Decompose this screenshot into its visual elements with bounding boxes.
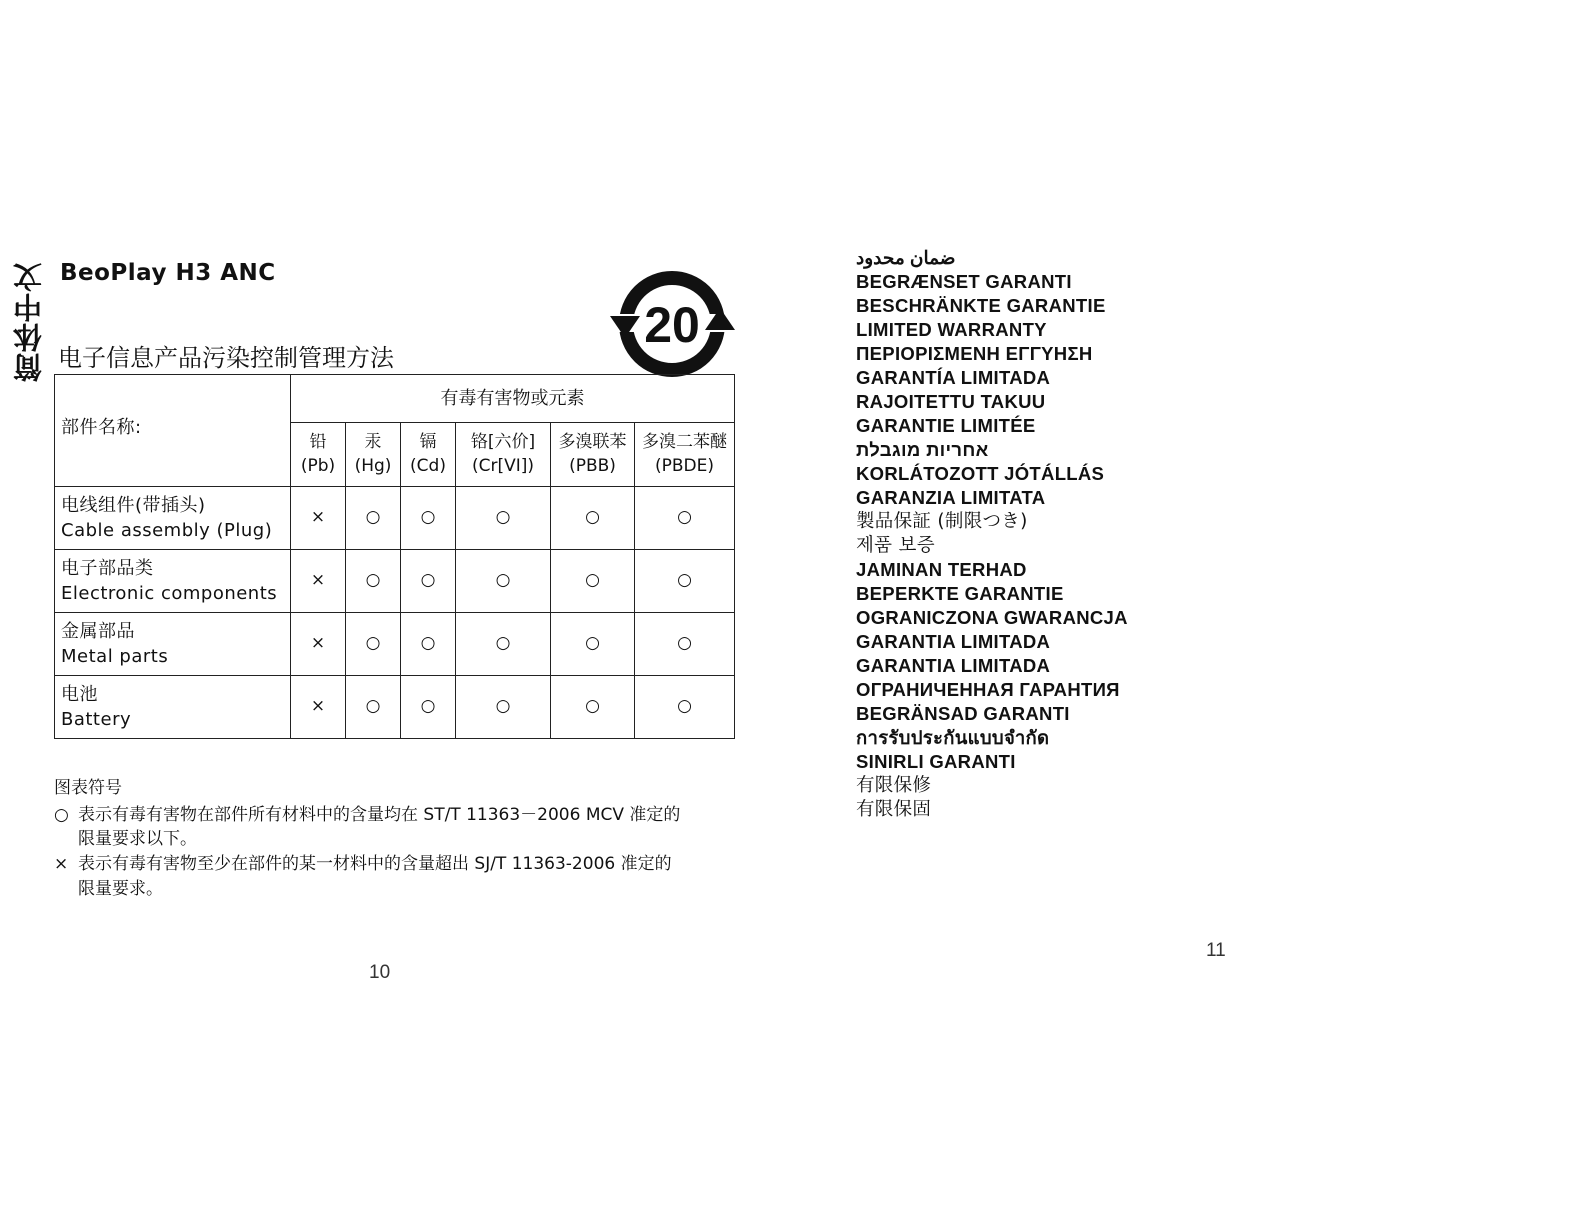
legend-symbol: ○ <box>54 804 69 825</box>
warranty-title: SINIRLI GARANTI <box>856 751 1016 772</box>
epup-logo-number: 20 <box>644 297 700 353</box>
mark-cell: ○ <box>551 487 635 550</box>
warranty-title: GARANTIE LIMITÉE <box>856 415 1036 436</box>
warranty-title: GARANZIA LIMITATA <box>856 487 1046 508</box>
part-name-cell: 电池 Battery <box>55 676 291 739</box>
warranty-title: LIMITED WARRANTY <box>856 319 1047 340</box>
legend-item: × 表示有毒有害物至少在部件的某一材料中的含量超出 SJ/T 11363-2006 准定的 限量要求。 <box>54 852 734 901</box>
warranty-title: BEGRÆNSET GARANTI <box>856 271 1072 292</box>
warranty-title: KORLÁTOZOTT JÓTÁLLÁS <box>856 463 1105 484</box>
warranty-titles-list <box>856 246 1128 822</box>
mark-cell: ○ <box>456 676 551 739</box>
warranty-title: 有限保修 <box>856 775 932 796</box>
warranty-title: 製品保証 (制限つき) <box>856 511 1028 532</box>
mark-cell: ○ <box>551 550 635 613</box>
mark-cell: ○ <box>456 550 551 613</box>
product-name: BeoPlay H3 ANC <box>60 260 276 286</box>
warranty-title: BESCHRÄNKTE GARANTIE <box>856 295 1106 316</box>
mark-cell: ○ <box>401 613 456 676</box>
mark-cell: ○ <box>635 487 735 550</box>
element-header: 多溴联苯 (PBB) <box>551 423 635 487</box>
element-header: 汞 (Hg) <box>346 423 401 487</box>
warranty-title: GARANTIA LIMITADA <box>856 631 1051 652</box>
regulation-title: 电子信息产品污染控制管理方法 <box>58 344 394 372</box>
substances-group-header: 有毒有害物或元素 <box>291 375 735 423</box>
table-row <box>55 487 735 550</box>
hazardous-substances-table <box>54 374 735 739</box>
mark-cell: ○ <box>551 676 635 739</box>
warranty-title: ضمان محدود <box>856 247 956 268</box>
warranty-title: BEGRÄNSAD GARANTI <box>856 703 1070 724</box>
mark-cell: × <box>291 676 346 739</box>
mark-cell: ○ <box>401 550 456 613</box>
mark-cell: ○ <box>401 487 456 550</box>
warranty-title: OGRANICZONA GWARANCJA <box>856 607 1128 628</box>
page-number-right: 11 <box>1206 940 1226 961</box>
mark-cell: × <box>291 613 346 676</box>
warranty-title: GARANTIA LIMITADA <box>856 655 1051 676</box>
warranty-title: JAMINAN TERHAD <box>856 559 1027 580</box>
part-name-cell: 金属部品 Metal parts <box>55 613 291 676</box>
mark-cell: ○ <box>635 676 735 739</box>
mark-cell: ○ <box>635 613 735 676</box>
element-header: 多溴二苯醚 (PBDE) <box>635 423 735 487</box>
legend-title: 图表符号 <box>54 778 122 798</box>
mark-cell: ○ <box>346 676 401 739</box>
warranty-title: ОГРАНИЧЕННАЯ ГАРАНТИЯ <box>856 679 1120 700</box>
warranty-title: אחריות מוגבלת <box>856 439 989 460</box>
warranty-title: การรับประกันแบบจำกัด <box>856 727 1050 748</box>
warranty-title: BEPERKTE GARANTIE <box>856 583 1064 604</box>
warranty-title: 제품 보증 <box>856 535 935 556</box>
element-header: 铬[六价] (Cr[VI]) <box>456 423 551 487</box>
mark-cell: × <box>291 550 346 613</box>
table-row <box>55 550 735 613</box>
language-side-tab: 简体中文 <box>12 262 46 382</box>
mark-cell: ○ <box>635 550 735 613</box>
mark-cell: ○ <box>346 487 401 550</box>
part-name-cell: 电线组件(带插头) Cable assembly (Plug) <box>55 487 291 550</box>
warranty-title: ΠΕΡΙΟΡΙΣΜΕΝΗ ΕΓΓΥΗΣΗ <box>856 343 1093 364</box>
mark-cell: × <box>291 487 346 550</box>
part-name-header: 部件名称: <box>55 375 291 487</box>
element-header: 铅 (Pb) <box>291 423 346 487</box>
mark-cell: ○ <box>346 613 401 676</box>
element-header: 镉 (Cd) <box>401 423 456 487</box>
part-name-cell: 电子部品类 Electronic components <box>55 550 291 613</box>
legend-symbol: × <box>54 853 69 874</box>
warranty-title: RAJOITETTU TAKUU <box>856 391 1046 412</box>
mark-cell: ○ <box>551 613 635 676</box>
table-row <box>55 676 735 739</box>
warranty-title: GARANTÍA LIMITADA <box>856 367 1051 388</box>
legend-item: ○ 表示有毒有害物在部件所有材料中的含量均在 ST/T 11363－2006 MCV 准定的 限量要求以下。 <box>54 803 734 852</box>
page-number-left: 10 <box>369 962 391 983</box>
mark-cell: ○ <box>456 487 551 550</box>
symbol-legend <box>54 776 734 901</box>
epup-20-logo-icon <box>610 268 735 378</box>
mark-cell: ○ <box>346 550 401 613</box>
mark-cell: ○ <box>456 613 551 676</box>
mark-cell: ○ <box>401 676 456 739</box>
table-row <box>55 613 735 676</box>
warranty-title: 有限保固 <box>856 799 932 820</box>
